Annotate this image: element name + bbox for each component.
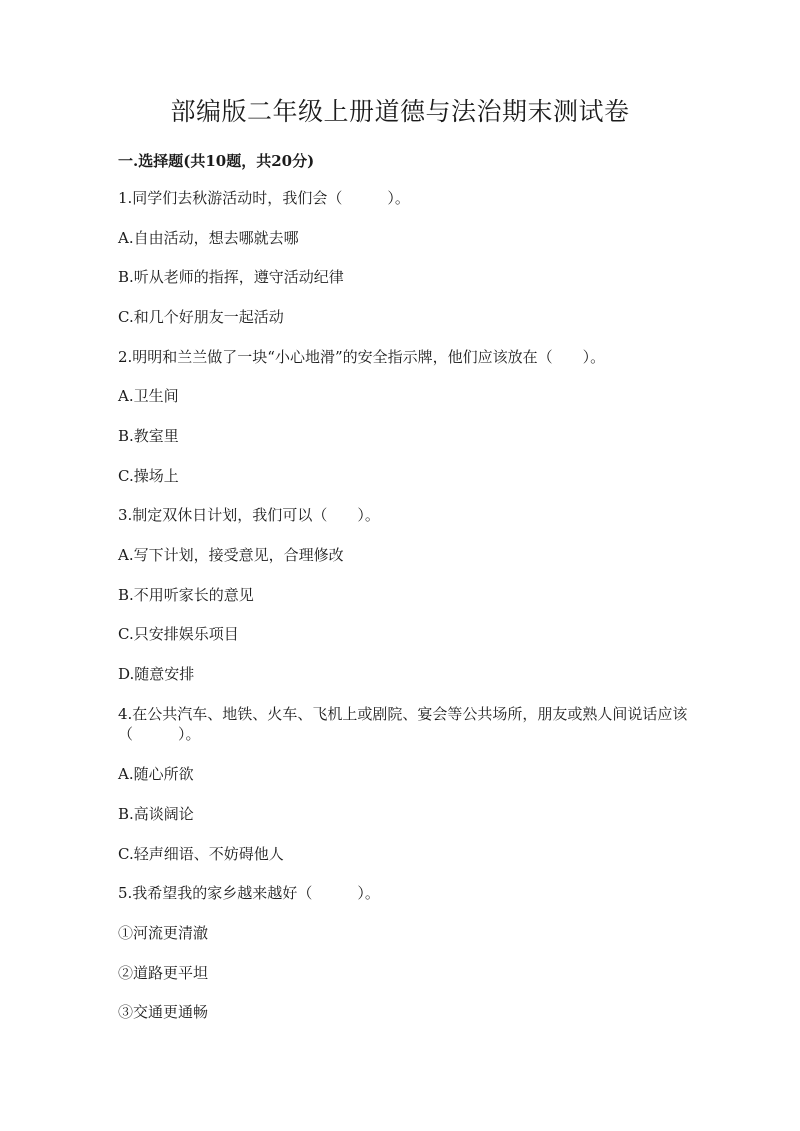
question-5-option-2: ②道路更平坦 <box>118 964 209 982</box>
question-2-option-b: B.教室里 <box>118 427 179 445</box>
question-3-stem: 3.制定双休日计划，我们可以（ ）。 <box>118 506 380 524</box>
question-4-stem: 4.在公共汽车、地铁、火车、飞机上或剧院、宴会等公共场所，朋友或熟人间说话应该（ ）。 <box>118 705 688 743</box>
question-1-stem: 1.同学们去秋游活动时，我们会（ ）。 <box>118 189 410 207</box>
question-2-stem: 2.明明和兰兰做了一块“小心地滑”的安全指示牌，他们应该放在（ ）。 <box>118 348 606 366</box>
question-1-option-a: A.自由活动，想去哪就去哪 <box>118 229 299 247</box>
question-4-option-a: A.随心所欲 <box>118 765 194 783</box>
question-2-option-a: A.卫生间 <box>118 387 179 405</box>
question-3-option-d: D.随意安排 <box>118 665 195 683</box>
question-5-stem: 5.我希望我的家乡越来越好（ ）。 <box>118 884 380 902</box>
question-4-option-b: B.高谈阔论 <box>118 805 194 823</box>
section-heading: 一.选择题(共10题，共20分) <box>118 152 315 170</box>
question-5-option-3: ③交通更通畅 <box>118 1003 209 1021</box>
exam-title: 部编版二年级上册道德与法治期末测试卷 <box>170 97 630 126</box>
question-3-option-b: B.不用听家长的意见 <box>118 586 254 604</box>
question-2-option-c: C.操场上 <box>118 467 179 485</box>
question-1-option-b: B.听从老师的指挥，遵守活动纪律 <box>118 268 344 286</box>
question-4-option-c: C.轻声细语、不妨碍他人 <box>118 845 284 863</box>
question-5-option-1: ①河流更清澈 <box>118 924 209 942</box>
question-1-option-c: C.和几个好朋友一起活动 <box>118 308 284 326</box>
question-3-option-a: A.写下计划，接受意见，合理修改 <box>118 546 344 564</box>
question-3-option-c: C.只安排娱乐项目 <box>118 625 239 643</box>
